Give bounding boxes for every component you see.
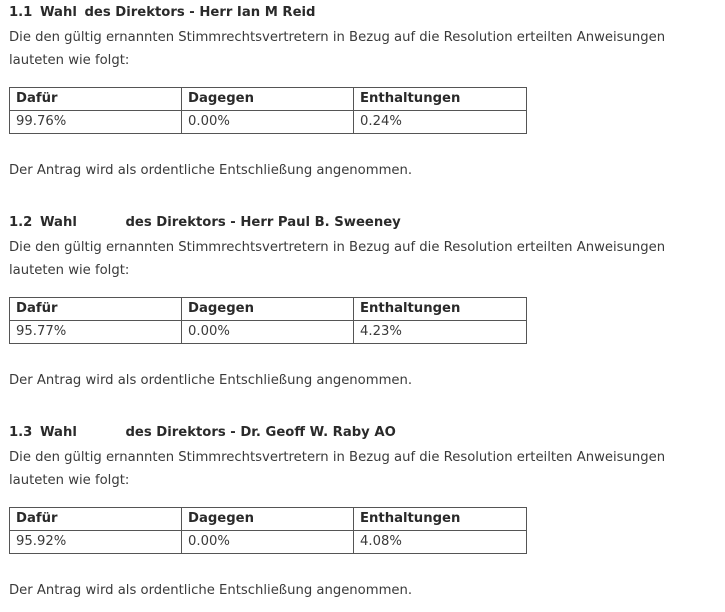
value-abstain: 4.23% xyxy=(354,321,527,344)
section-word: Wahl xyxy=(39,215,77,230)
header-abstain: Enthaltungen xyxy=(354,298,527,321)
votes-table xyxy=(9,297,527,344)
table-header-row xyxy=(10,298,527,321)
header-against: Dagegen xyxy=(182,298,354,321)
result-text: Der Antrag wird als ordentliche Entschließung angenommen. xyxy=(9,373,413,388)
value-for: 95.92% xyxy=(10,531,182,554)
value-for: 95.77% xyxy=(10,321,182,344)
section-number: 1.3 xyxy=(9,425,33,440)
value-abstain: 0.24% xyxy=(354,111,527,134)
header-abstain: Enthaltungen xyxy=(354,508,527,531)
header-against: Dagegen xyxy=(182,508,354,531)
section-paragraph: Die den gültig ernannten Stimmrechtsvertretern in Bezug auf die Resolution erteilten Anweisungen lauteten wie folgt: xyxy=(9,240,666,278)
section-paragraph: Die den gültig ernannten Stimmrechtsvertretern in Bezug auf die Resolution erteilten Anweisungen lauteten wie folgt: xyxy=(9,30,666,68)
header-for: Dafür xyxy=(10,508,182,531)
section-paragraph: Die den gültig ernannten Stimmrechtsvertretern in Bezug auf die Resolution erteilten Anweisungen lauteten wie folgt: xyxy=(9,450,666,488)
section-title: des Direktors - Herr Ian M Reid xyxy=(84,5,316,20)
table-header-row xyxy=(10,508,527,531)
header-for: Dafür xyxy=(10,298,182,321)
section-title: des Direktors - Dr. Geoff W. Raby AO xyxy=(125,425,396,440)
table-row xyxy=(10,111,527,134)
table-row xyxy=(10,321,527,344)
section-heading xyxy=(9,214,401,232)
section-heading xyxy=(9,424,396,442)
section-number: 1.2 xyxy=(9,215,33,230)
value-abstain: 4.08% xyxy=(354,531,527,554)
value-against: 0.00% xyxy=(182,531,354,554)
section-number: 1.1 xyxy=(9,5,33,20)
table-row xyxy=(10,531,527,554)
section-word: Wahl xyxy=(39,5,77,20)
result-text: Der Antrag wird als ordentliche Entschließung angenommen. xyxy=(9,583,413,598)
result-text: Der Antrag wird als ordentliche Entschließung angenommen. xyxy=(9,163,413,178)
section-word: Wahl xyxy=(39,425,77,440)
votes-table xyxy=(9,87,527,134)
value-against: 0.00% xyxy=(182,111,354,134)
section-title: des Direktors - Herr Paul B. Sweeney xyxy=(125,215,401,230)
section-heading xyxy=(9,4,315,22)
header-against: Dagegen xyxy=(182,88,354,111)
votes-table xyxy=(9,507,527,554)
value-against: 0.00% xyxy=(182,321,354,344)
table-header-row xyxy=(10,88,527,111)
header-abstain: Enthaltungen xyxy=(354,88,527,111)
header-for: Dafür xyxy=(10,88,182,111)
value-for: 99.76% xyxy=(10,111,182,134)
